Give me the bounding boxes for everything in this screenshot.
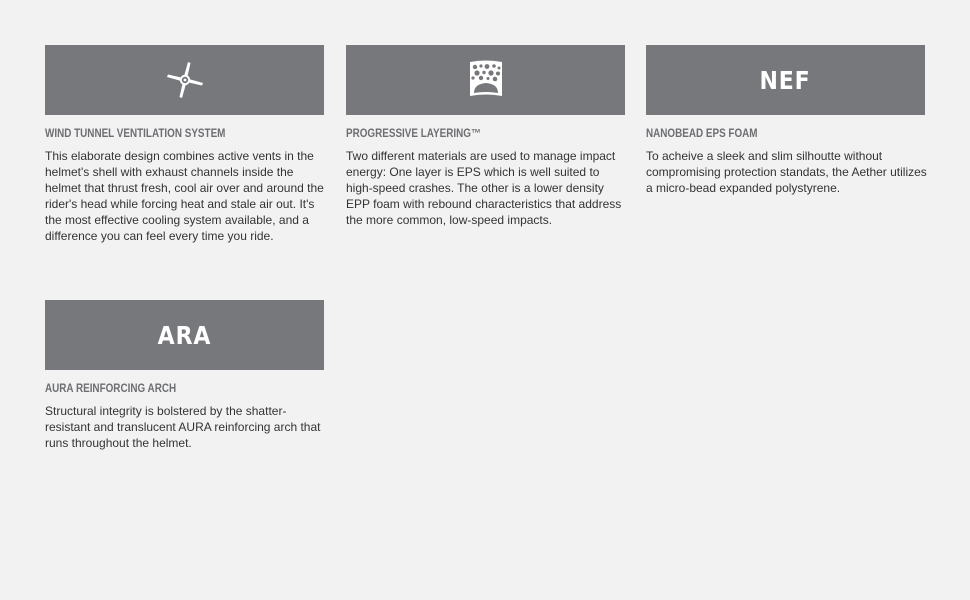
feature-description: To acheive a sleek and slim silhoutte without compromising protection standats, the Aether utilizes a micro-bead expanded polystyrene. xyxy=(646,149,927,195)
feature-banner xyxy=(346,45,625,115)
nef-logo-text: NEF xyxy=(759,65,812,95)
feature-description: Structural integrity is bolstered by the shatter-resistant and translucent AURA reinforcing arch that runs throughout the helmet. xyxy=(45,404,321,450)
feature-title: WIND TUNNEL VENTILATION SYSTEM xyxy=(45,128,226,140)
feature-title: NANOBEAD EPS FOAM xyxy=(646,128,758,140)
feature-title: AURA REINFORCING ARCH xyxy=(45,383,177,395)
foam-layers-icon xyxy=(468,60,504,100)
feature-card-progressive-layering xyxy=(346,45,625,228)
feature-card-wind-tunnel xyxy=(45,45,324,244)
feature-card-nanobead xyxy=(646,45,925,196)
feature-banner xyxy=(45,45,324,115)
feature-title: PROGRESSIVE LAYERING™ xyxy=(346,128,481,140)
feature-card-aura-arch xyxy=(45,300,324,451)
feature-description: Two different materials are used to manage impact energy: One layer is EPS which is well suited to high-speed crashes. The other is a lower density EPP foam with rebound characteristics that address the more common, low-speed impacts. xyxy=(346,149,622,227)
ara-logo-text: ARA xyxy=(157,320,212,350)
feature-description: This elaborate design combines active vents in the helmet's shell with exhaust channels inside the helmet that thrust fresh, cool air over and around the rider's head while forcing heat and stale air out. It's the most effective cooling system available, and a difference you can feel every time you ride. xyxy=(45,149,324,243)
feature-banner xyxy=(45,300,324,370)
fan-icon xyxy=(165,60,205,100)
feature-banner xyxy=(646,45,925,115)
